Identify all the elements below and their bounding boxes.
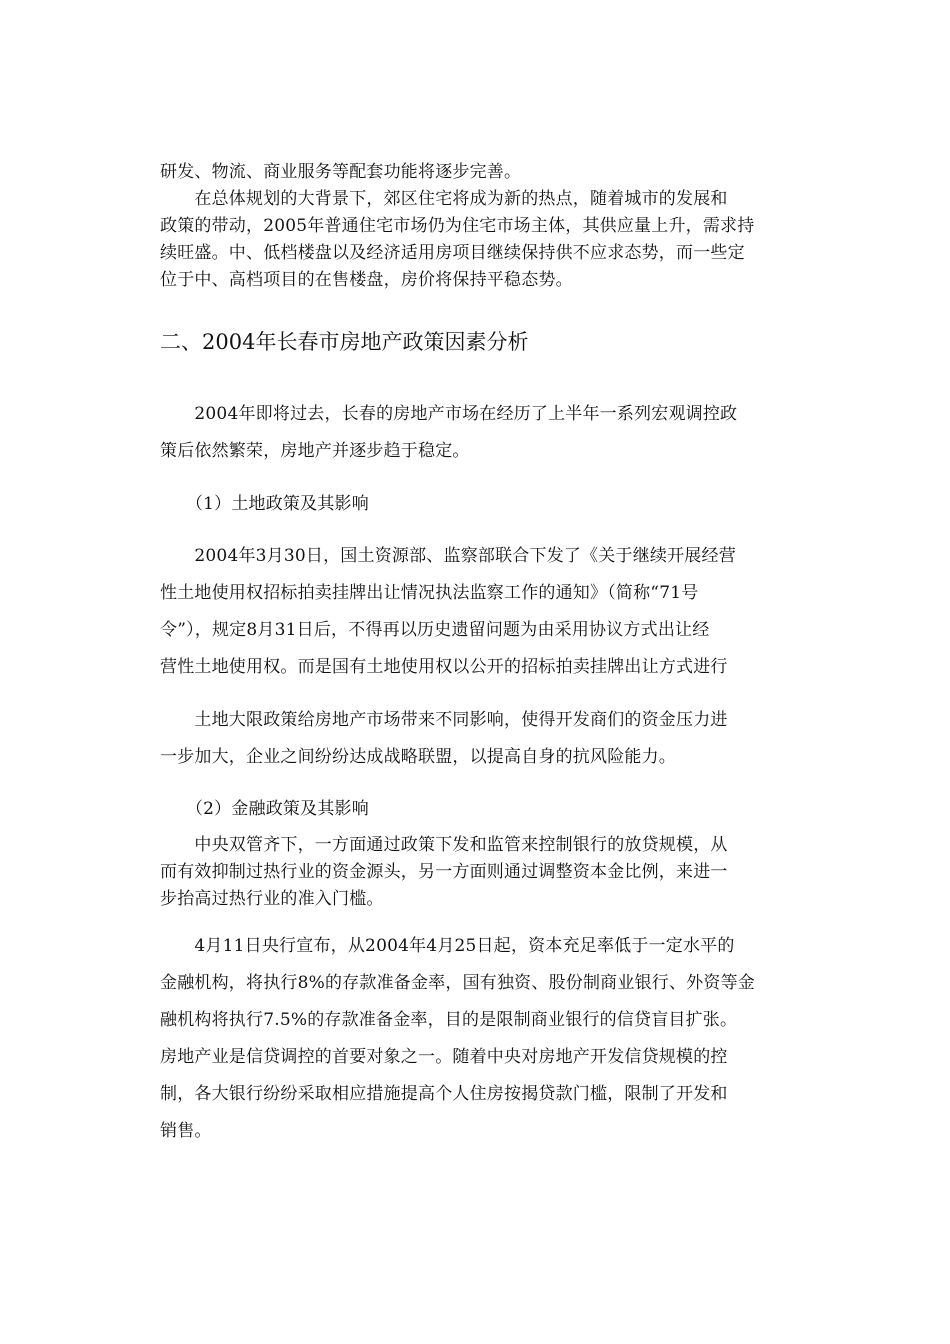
text-line: 性土地使用权招标拍卖挂牌出让情况执法监察工作的通知》（简称“71号 <box>160 583 699 603</box>
text-line: 续旺盛。中、低档楼盘以及经济适用房项目继续保持供不应求态势，而一些定 <box>160 243 745 263</box>
text-line: 在总体规划的大背景下，郊区住宅将成为新的热点，随着城市的发展和 <box>160 189 728 209</box>
text-line: 融机构将执行7.5%的存款准备金率，目的是限制商业银行的信贷盲目扩张。 <box>160 1010 738 1030</box>
text-line: 步抬高过热行业的准入门槛。 <box>160 889 384 909</box>
text-line: 策后依然繁荣，房地产并逐步趋于稳定。 <box>160 441 470 461</box>
text-line: 2004年3月30日，国土资源部、监察部联合下发了《关于继续开展经营 <box>160 546 736 566</box>
subheading-financial-policy: （2）金融政策及其影响 <box>160 799 369 819</box>
text-line: 营性土地使用权。而是国有土地使用权以公开的招标拍卖挂牌出让方式进行 <box>160 657 728 677</box>
text-line: 研发、物流、商业服务等配套功能将逐步完善。 <box>160 162 522 182</box>
text-line: 而有效抑制过热行业的资金源头，另一方面则通过调整资本金比例，来进一 <box>160 862 728 882</box>
text-line: 制，各大银行纷纷采取相应措施提高个人住房按揭贷款门槛，限制了开发和 <box>160 1084 728 1104</box>
text-line: 销售。 <box>160 1121 212 1141</box>
text-line: 土地大限政策给房地产市场带来不同影响，使得开发商们的资金压力进 <box>160 710 728 730</box>
text-line: 金融机构，将执行8%的存款准备金率，国有独资、股份制商业银行、外资等金 <box>160 973 755 993</box>
text-line: 4月11日央行宣布，从2004年4月25日起，资本充足率低于一定水平的 <box>160 936 735 956</box>
text-line: 令”），规定8月31日后，不得再以历史遗留问题为由采用协议方式出让经 <box>160 620 710 640</box>
text-line: 房地产业是信贷调控的首要对象之一。随着中央对房地产开发信贷规模的控 <box>160 1047 728 1067</box>
text-line: 一步加大，企业之间纷纷达成战略联盟，以提高自身的抗风险能力。 <box>160 747 676 767</box>
text-line: 中央双管齐下，一方面通过政策下发和监管来控制银行的放贷规模，从 <box>160 835 728 855</box>
section-heading: 二、2004年长春市房地产政策因素分析 <box>160 330 529 354</box>
subheading-land-policy: （1）土地政策及其影响 <box>160 494 369 514</box>
text-line: 政策的带动，2005年普通住宅市场仍为住宅市场主体，其供应量上升，需求持 <box>160 216 755 236</box>
text-line: 2004年即将过去，长春的房地产市场在经历了上半年一系列宏观调控政 <box>160 404 738 424</box>
text-line: 位于中、高档项目的在售楼盘，房价将保持平稳态势。 <box>160 270 573 290</box>
